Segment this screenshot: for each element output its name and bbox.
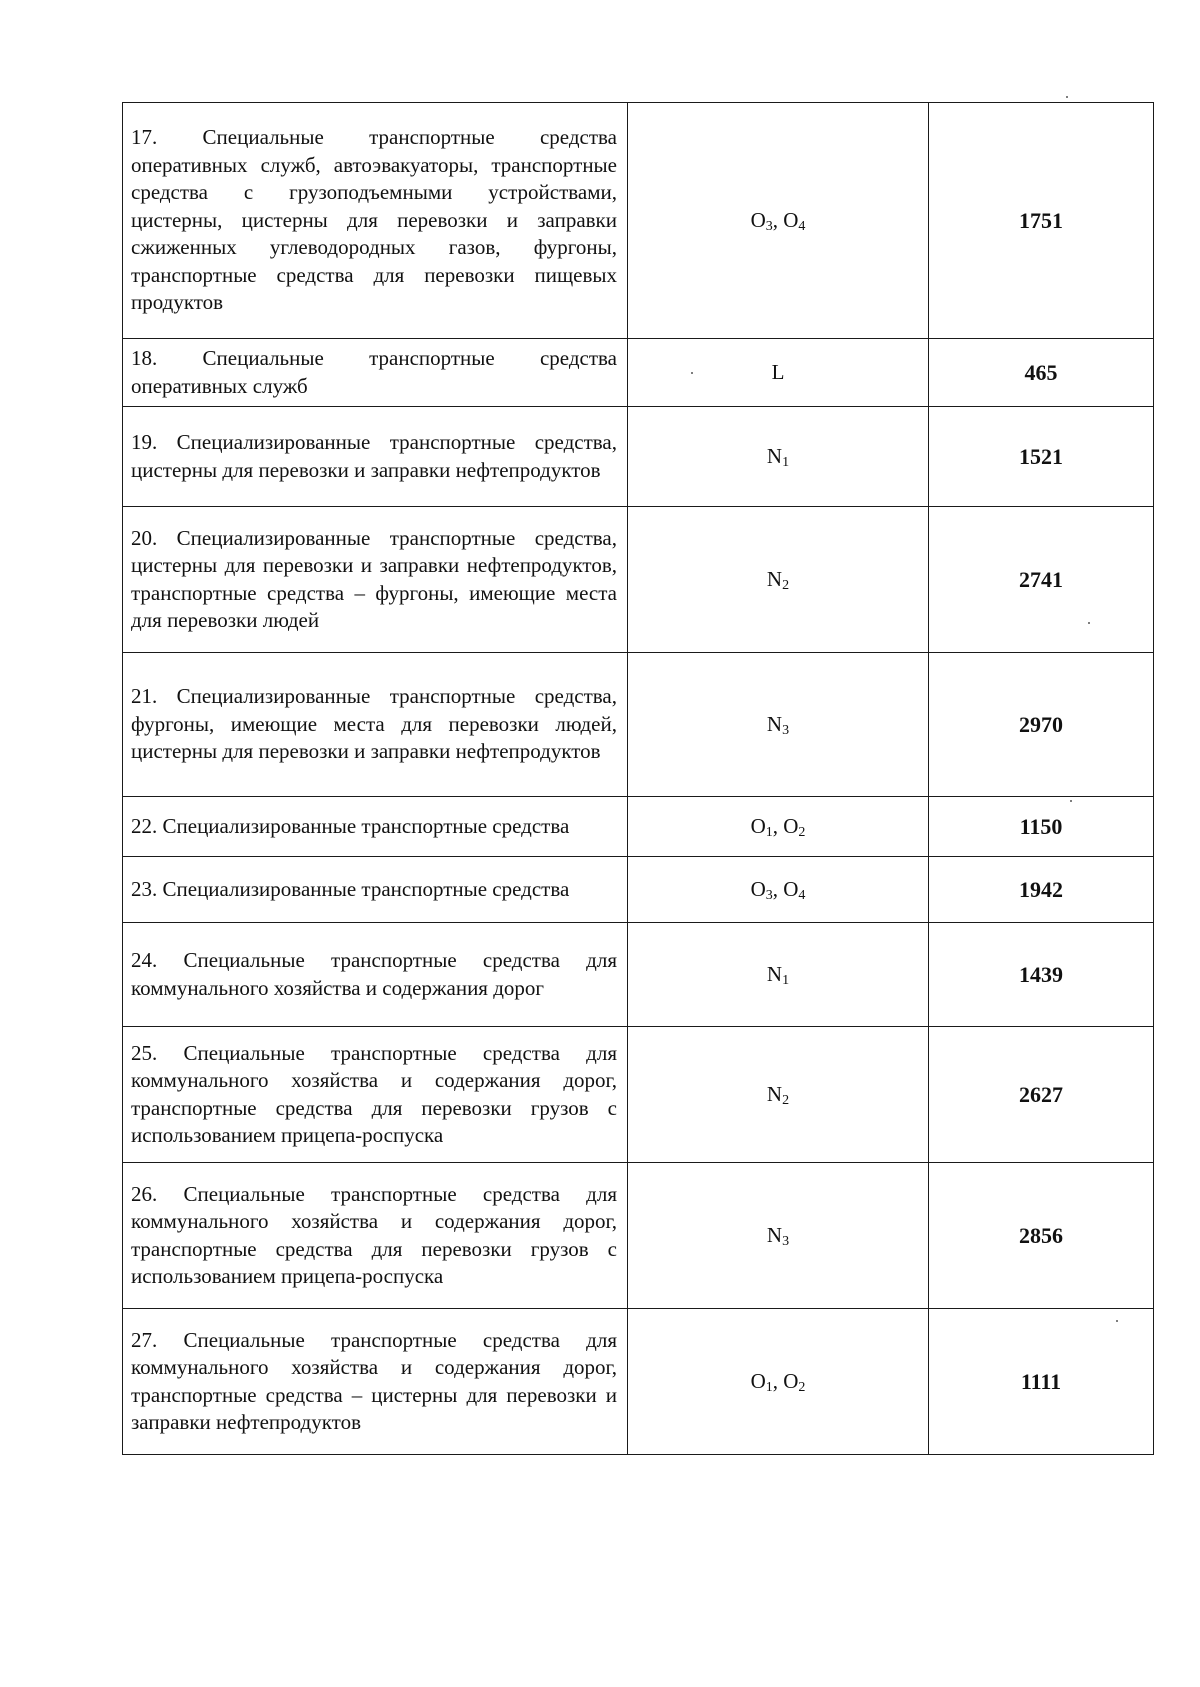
category-letter: N (766, 1082, 783, 1106)
category-subscript: 1 (765, 1380, 773, 1395)
category-letter: N (766, 1223, 783, 1247)
value-cell: 2856 (929, 1163, 1154, 1309)
category-subscript: 3 (782, 1234, 790, 1249)
vehicle-categories-table (122, 102, 1154, 1455)
vehicle-description-cell: 19. Специализированные транспортные средства, цистерны для перевозки и заправки нефтепродуктов (123, 407, 628, 507)
category-subscript: 2 (782, 578, 790, 593)
table-row (123, 1163, 1154, 1309)
category-letter: N (766, 444, 783, 468)
category-letter: N (766, 712, 783, 736)
scan-speck (691, 372, 693, 374)
table-row (123, 407, 1154, 507)
category-letter: O (750, 814, 766, 838)
category-separator: , (772, 814, 784, 838)
vehicle-category-cell (628, 103, 929, 339)
category-subscript: 1 (782, 973, 790, 988)
table-row (123, 103, 1154, 339)
vehicle-description-cell: 17. Специальные транспортные средства оперативных служб, автоэвакуаторы, транспортные средства с грузоподъемными устройствами, цистерны, цистерны для перевозки и заправки сжиженных углеводородных газов, фургоны, транспортные средства для перевозки пищевых продуктов (123, 103, 628, 339)
table-row (123, 1027, 1154, 1163)
value-cell: 1521 (929, 407, 1154, 507)
category-subscript: 1 (782, 455, 790, 470)
category-letter: L (771, 360, 785, 384)
table-row (123, 1309, 1154, 1455)
category-subscript: 2 (798, 1380, 806, 1395)
vehicle-description-cell: 22. Специализированные транспортные средства (123, 797, 628, 857)
table-row (123, 507, 1154, 653)
category-letter: O (783, 814, 799, 838)
vehicle-category-cell (628, 1309, 929, 1455)
vehicle-category-cell (628, 923, 929, 1027)
category-subscript: 4 (798, 888, 806, 903)
vehicle-description-cell: 25. Специальные транспортные средства для коммунального хозяйства и содержания дорог, транспортные средства для перевозки грузов с использованием прицепа-роспуска (123, 1027, 628, 1163)
table-row (123, 857, 1154, 923)
table-row (123, 797, 1154, 857)
vehicle-description-cell: 27. Специальные транспортные средства для коммунального хозяйства и содержания дорог, транспортные средства – цистерны для перевозки и заправки нефтепродуктов (123, 1309, 628, 1455)
category-subscript: 3 (782, 723, 790, 738)
value-cell: 2970 (929, 653, 1154, 797)
category-letter: O (783, 208, 799, 232)
value-cell: 2741 (929, 507, 1154, 653)
table-row (123, 339, 1154, 407)
category-letter: O (783, 877, 799, 901)
value-cell: 1751 (929, 103, 1154, 339)
category-letter: O (750, 208, 766, 232)
scan-speck (1066, 96, 1068, 98)
vehicle-category-cell (628, 653, 929, 797)
vehicle-description-cell: 24. Специальные транспортные средства для коммунального хозяйства и содержания дорог (123, 923, 628, 1027)
table-row (123, 923, 1154, 1027)
category-separator: , (772, 208, 784, 232)
scan-speck (1088, 622, 1090, 624)
scan-speck (1070, 800, 1072, 802)
category-separator: , (772, 1369, 784, 1393)
category-letter: O (750, 877, 766, 901)
vehicle-category-cell (628, 407, 929, 507)
table-body (123, 103, 1154, 1455)
category-subscript: 3 (765, 888, 773, 903)
vehicle-description-cell: 26. Специальные транспортные средства для коммунального хозяйства и содержания дорог, транспортные средства для перевозки грузов с использованием прицепа-роспуска (123, 1163, 628, 1309)
category-subscript: 2 (782, 1093, 790, 1108)
vehicle-category-cell (628, 1163, 929, 1309)
scan-speck (1116, 1320, 1118, 1322)
category-subscript: 3 (765, 219, 773, 234)
vehicle-category-cell (628, 507, 929, 653)
value-cell: 2627 (929, 1027, 1154, 1163)
vehicle-description-cell: 18. Специальные транспортные средства оперативных служб (123, 339, 628, 407)
category-letter: N (766, 567, 783, 591)
vehicle-category-cell (628, 1027, 929, 1163)
vehicle-category-cell (628, 339, 929, 407)
category-subscript: 1 (765, 825, 773, 840)
vehicle-description-cell: 20. Специализированные транспортные средства, цистерны для перевозки и заправки нефтепродуктов, транспортные средства – фургоны, имеющие места для перевозки людей (123, 507, 628, 653)
value-cell: 1942 (929, 857, 1154, 923)
vehicle-description-cell: 21. Специализированные транспортные средства, фургоны, имеющие места для перевозки людей, цистерны для перевозки и заправки нефтепродуктов (123, 653, 628, 797)
category-separator: , (772, 877, 784, 901)
value-cell: 1439 (929, 923, 1154, 1027)
vehicle-description-cell: 23. Специализированные транспортные средства (123, 857, 628, 923)
category-subscript: 4 (798, 219, 806, 234)
vehicle-category-cell (628, 857, 929, 923)
value-cell: 465 (929, 339, 1154, 407)
category-letter: O (750, 1369, 766, 1393)
table-row (123, 653, 1154, 797)
category-subscript: 2 (798, 825, 806, 840)
category-letter: O (783, 1369, 799, 1393)
value-cell: 1111 (929, 1309, 1154, 1455)
value-cell: 1150 (929, 797, 1154, 857)
category-letter: N (766, 962, 783, 986)
vehicle-category-cell (628, 797, 929, 857)
